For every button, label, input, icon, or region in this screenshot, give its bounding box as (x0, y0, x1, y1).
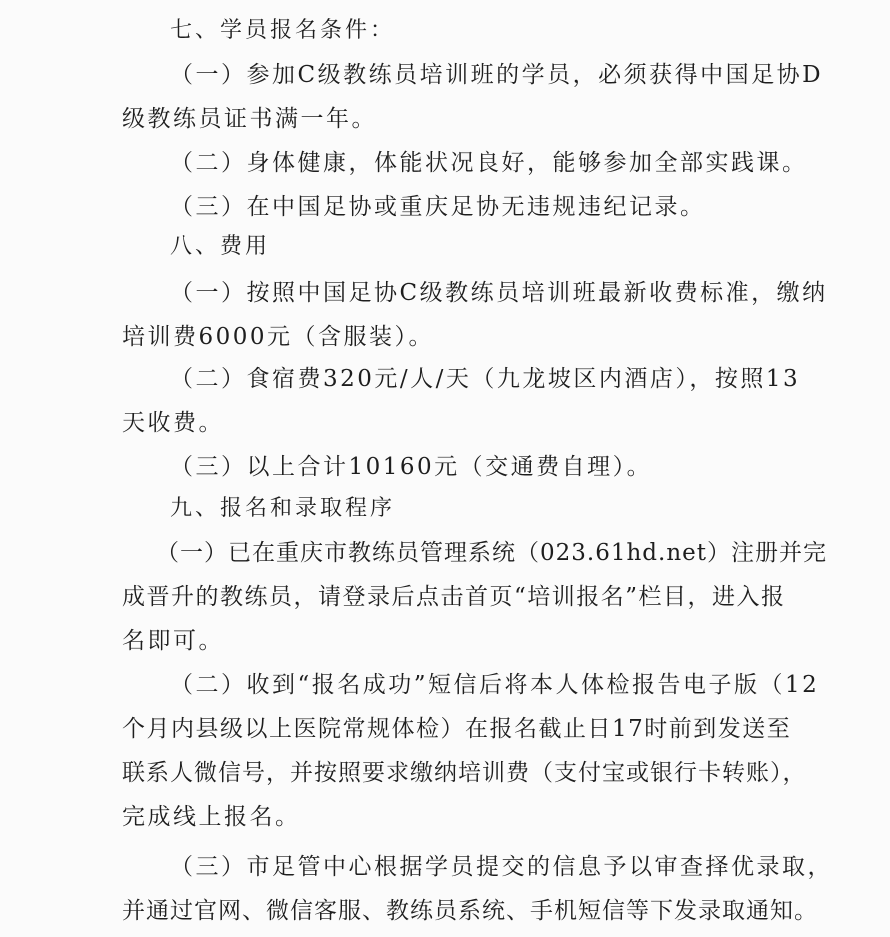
s7-item1-line1: （一）参加C级教练员培训班的学员，必须获得中国足协D (170, 62, 824, 88)
s9-item1-line3: 名即可。 (122, 628, 224, 654)
s9-item2-line4: 完成线上报名。 (122, 804, 301, 830)
s7-item3: （三）在中国足协或重庆足协无违规违纪记录。 (170, 194, 706, 220)
s9-item3-line1: （三）市足管中心根据学员提交的信息予以审查择优录取， (170, 854, 833, 880)
s7-item2: （二）身体健康，体能状况良好，能够参加全部实践课。 (170, 150, 808, 176)
s8-item2-line1: （二）食宿费320元/人/天（九龙坡区内酒店），按照13 (170, 366, 801, 392)
s8-item2-line2: 天收费。 (122, 410, 224, 436)
s8-item1-line1: （一）按照中国足协C级教练员培训班最新收费标准，缴纳 (170, 280, 828, 306)
section-heading-8: 八、费用 (170, 234, 271, 259)
s9-item2-line2: 个月内县级以上医院常规体检）在报名截止日17时前到发送至 (122, 716, 792, 742)
s9-item3-line2: 并通过官网、微信客服、教练员系统、手机短信等下发录取通知。 (122, 898, 818, 924)
s7-item1-line2: 级教练员证书满一年。 (122, 106, 377, 132)
s9-item2-line1: （二）收到“报名成功”短信后将本人体检报告电子版（12 (170, 672, 820, 698)
s9-item1-line2: 成晋升的教练员，请登录后点击首页“培训报名”栏目，进入报 (122, 584, 786, 610)
s9-item2-line3: 联系人微信号，并按照要求缴纳培训费（支付宝或银行卡转账）， (122, 760, 807, 786)
section-heading-9: 九、报名和录取程序 (170, 496, 396, 521)
s8-item3: （三）以上合计10160元（交通费自理）。 (170, 454, 653, 480)
section-heading-7: 七、学员报名条件： (170, 18, 396, 43)
s8-item1-line2: 培训费6000元（含服装）。 (122, 324, 435, 350)
s9-item1-line1: （一）已在重庆市教练员管理系统（023.61hd.net）注册并完 (156, 540, 827, 566)
